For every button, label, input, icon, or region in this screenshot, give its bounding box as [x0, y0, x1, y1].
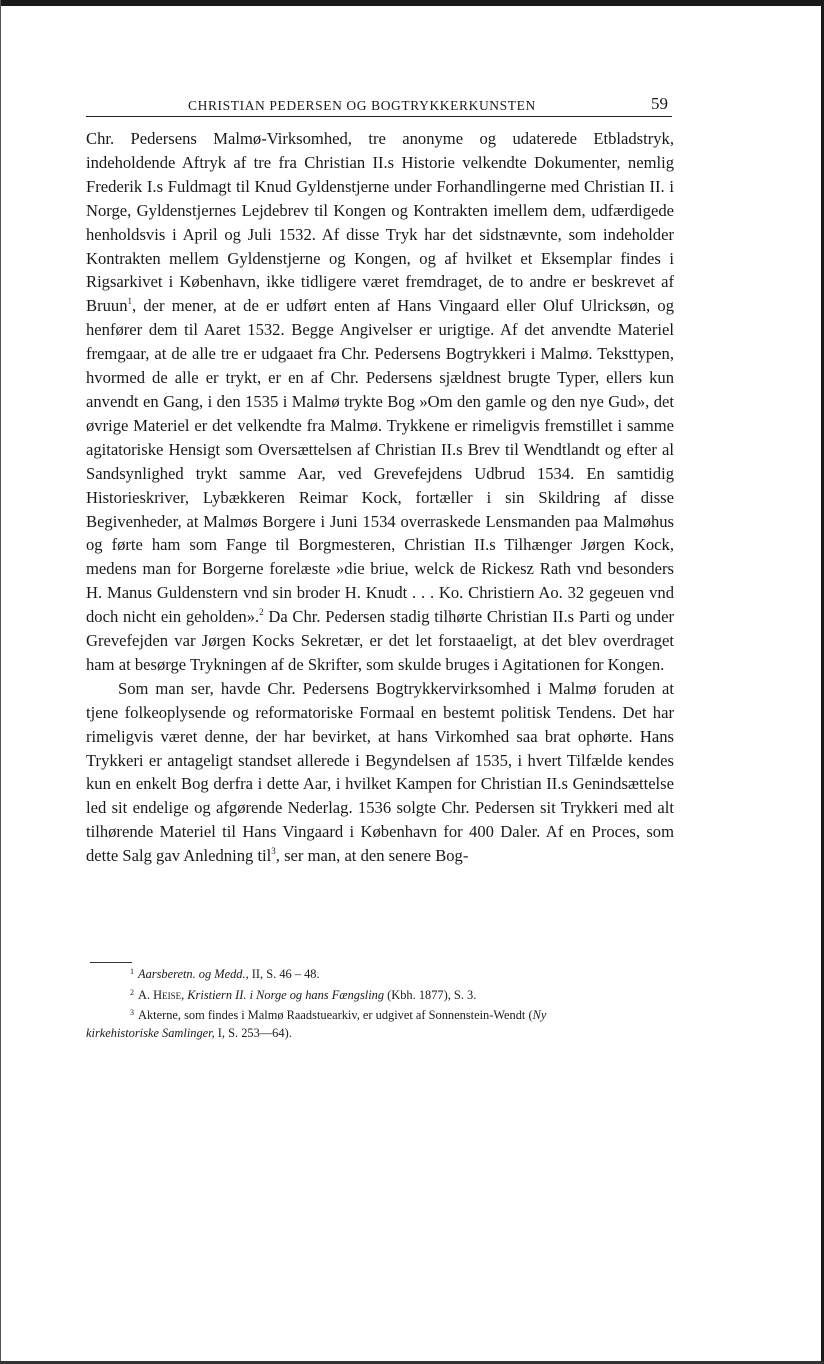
- footnotes: [86, 963, 674, 1042]
- footnote-ref-1: 1: [127, 296, 132, 307]
- header-rule: [86, 116, 672, 117]
- paragraph-2: Som man ser, havde Chr. Pedersens Bogtrykkervirksomhed i Malmø foruden at tjene folkeoplysende og reformatoriske Formaal en bestemt politisk Tendens. Det har rimeligvis været denne, der har bevirket, at hans Virkomhed saa brat ophørte. Hans Trykkeri er antageligt standset allerede i Begyndelsen af 1535, i hvert Tilfælde kendes kun en enkelt Bog derfra i dette Aar, i hvilket Kampen for Christian II.s Genindsættelse led sit endelige og afgørende Nederlag. 1536 solgte Chr. Pedersen sit Trykkeri med alt tilhørende Materiel til Hans Vingaard i København for 400 Daler. Af en Proces, som dette Salg gav Anledning til$^3$, ser man, at den senere Bog-: [86, 678, 674, 866]
- footnote-2: $^2$ A. Heise, Kristiern II. i Norge og hans Fængsling (Kbh. 1877), S. 3.: [130, 987, 477, 1002]
- paragraph-1: Chr. Pedersens Malmø-Virksomhed, tre anonyme og udaterede Etbladstryk, indeholdende Aftryk af tre fra Christian II.s Historie velkendte Dokumenter, nemlig Frederik I.s Fuldmagt til Knud Gyldenstjerne under Forhandlingerne med Christian II. i Norge, Gyldenstjernes Lejdebrev til Kongen og Kontrakten imellem dem, udfærdigede henholdsvis i April og Juli 1532. Af disse Tryk har det sidstnævnte, som indeholder Kontrakten mellem Gyldenstjerne og Kongen, og af hvilket et Eksemplar findes i Rigsarkivet i København, ikke tidligere været fremdraget, de to andre er beskrevet af Bruun$^1$, der mener, at de er udført enten af Hans Vingaard eller Oluf Ulricksøn, og henfører dem til Aaret 1532. Begge Angivelser er urigtige. Af det anvendte Materiel fremgaar, at de alle tre er udgaaet fra Chr. Pedersens Bogtrykkeri i Malmø. Teksttypen, hvormed de alle er trykt, er en af Chr. Pedersens sjældnest brugte Typer, ellers kun anvendt en Gang, i den 1535 i Malmø trykte Bog »Om den gamle og den nye Gud», det øvrige Materiel er det velkendte fra Malmø. Trykkene er rimeligvis fremstillet i samme agitatoriske Hensigt som Oversættelsen af Christian II.s Brev til Wendtlandt og efter al Sandsynlighed trykt samme Aar, ved Grevefejdens Udbrud 1534. En samtidig Historieskriver, Lybækkeren Reimar Kock, fortæller i sin Skildring af disse Begivenheder, at Malmøs Borgere i Juni 1534 overraskede Lensmanden paa Malmøhus og førte ham som Fange til Borgmesteren, Christian II.s Tilhænger Jørgen Kock, medens man for Borgerne forelæste »die briue, welck de Rickesz Rath vnd besonders H. Manus Guldenstern vnd sin broder H. Knudt . . . Ko. Christiern Ao. 32 gegeuen vnd doch nicht ein geholden».$^2$ Da Chr. Pedersen stadig tilhørte Christian II.s Parti og under Grevefejden var Jørgen Kocks Sekretær, er det let forstaaeligt, at det blev overdraget ham at besørge Trykningen af de Skrifter, som skulde bruges i Agitationen for Kongen.: [86, 129, 674, 674]
- scan-left-edge: [0, 0, 1, 1364]
- footnote-ref-2: 2: [259, 607, 264, 618]
- scan-top-border: [0, 0, 824, 6]
- page-header: [86, 94, 672, 118]
- footnote-3: $^3$ Akterne, som findes i Malmø Raadstuearkiv, er udgivet af Sonnenstein-Wendt (Ny kirkehistoriske Samlinger, I, S. 253—64).: [86, 1008, 547, 1040]
- body-text: [86, 127, 674, 868]
- footnote-1: $^1$ Aarsberetn. og Medd., II, S. 46 – 48.: [130, 967, 320, 981]
- footnote-ref-3: 3: [271, 846, 276, 857]
- running-head: CHRISTIAN PEDERSEN OG BOGTRYKKERKUNSTEN: [188, 98, 536, 113]
- page-number: 59: [651, 94, 668, 113]
